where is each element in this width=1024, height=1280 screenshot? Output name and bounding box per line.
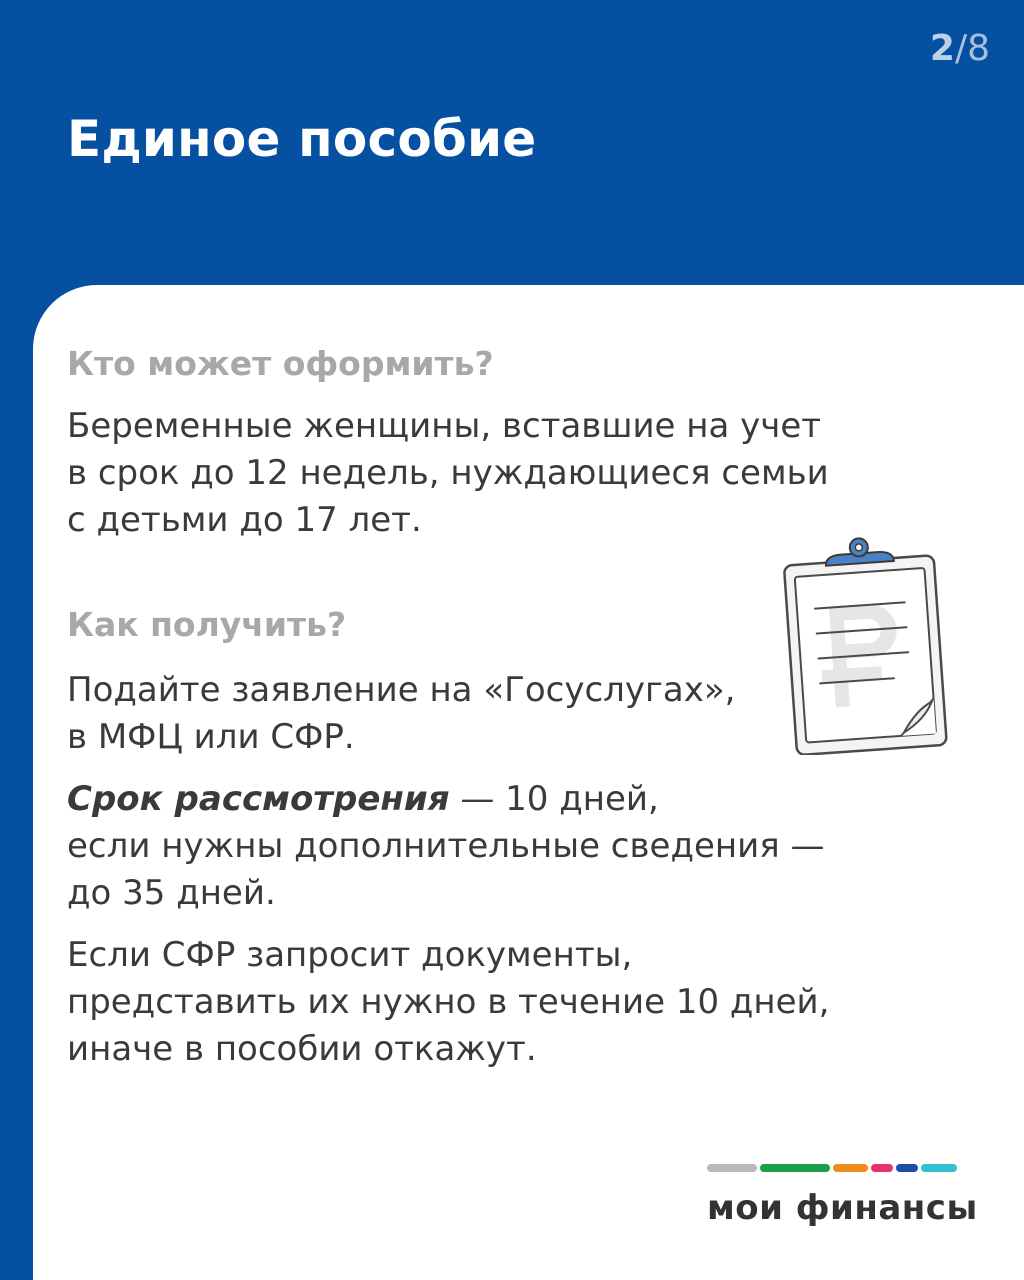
review-term-text: — 10 дней, если нужны дополнительные сведения — до 35 дней. xyxy=(67,779,825,913)
brand-stripe-5 xyxy=(896,1164,918,1172)
section-heading-who: Кто может оформить? xyxy=(67,344,494,383)
brand-stripe-4 xyxy=(871,1164,893,1172)
section-text-apply: Подайте заявление на «Госуслугах», в МФЦ или СФР. xyxy=(67,670,736,757)
section-text-documents: Если СФР запросит документы, представить их нужно в течение 10 дней, иначе в пособии откажут. xyxy=(67,935,830,1069)
brand-stripe-6 xyxy=(921,1164,957,1172)
brand-stripes xyxy=(707,1164,959,1172)
clipboard-ruble-icon xyxy=(780,535,955,755)
page-counter xyxy=(930,28,990,69)
brand-logo xyxy=(707,1164,978,1228)
section-heading-how: Как получить? xyxy=(67,605,347,644)
section-text-who: Беременные женщины, вставшие на учет в срок до 12 недель, нуждающиеся семьи с детьми до 17 лет. xyxy=(67,406,829,540)
page-counter-current: 2 xyxy=(929,28,955,69)
brand-stripe-3 xyxy=(833,1164,868,1172)
brand-stripe-2 xyxy=(760,1164,830,1172)
page-title: Единое пособие xyxy=(67,110,537,168)
page-counter-total: /8 xyxy=(954,28,990,69)
brand-stripe-1 xyxy=(707,1164,757,1172)
brand-name: мои финансы xyxy=(707,1188,978,1228)
review-term-label: Срок рассмотрения xyxy=(67,779,450,819)
content-body xyxy=(67,338,847,1073)
section-text-review-term xyxy=(67,776,847,917)
